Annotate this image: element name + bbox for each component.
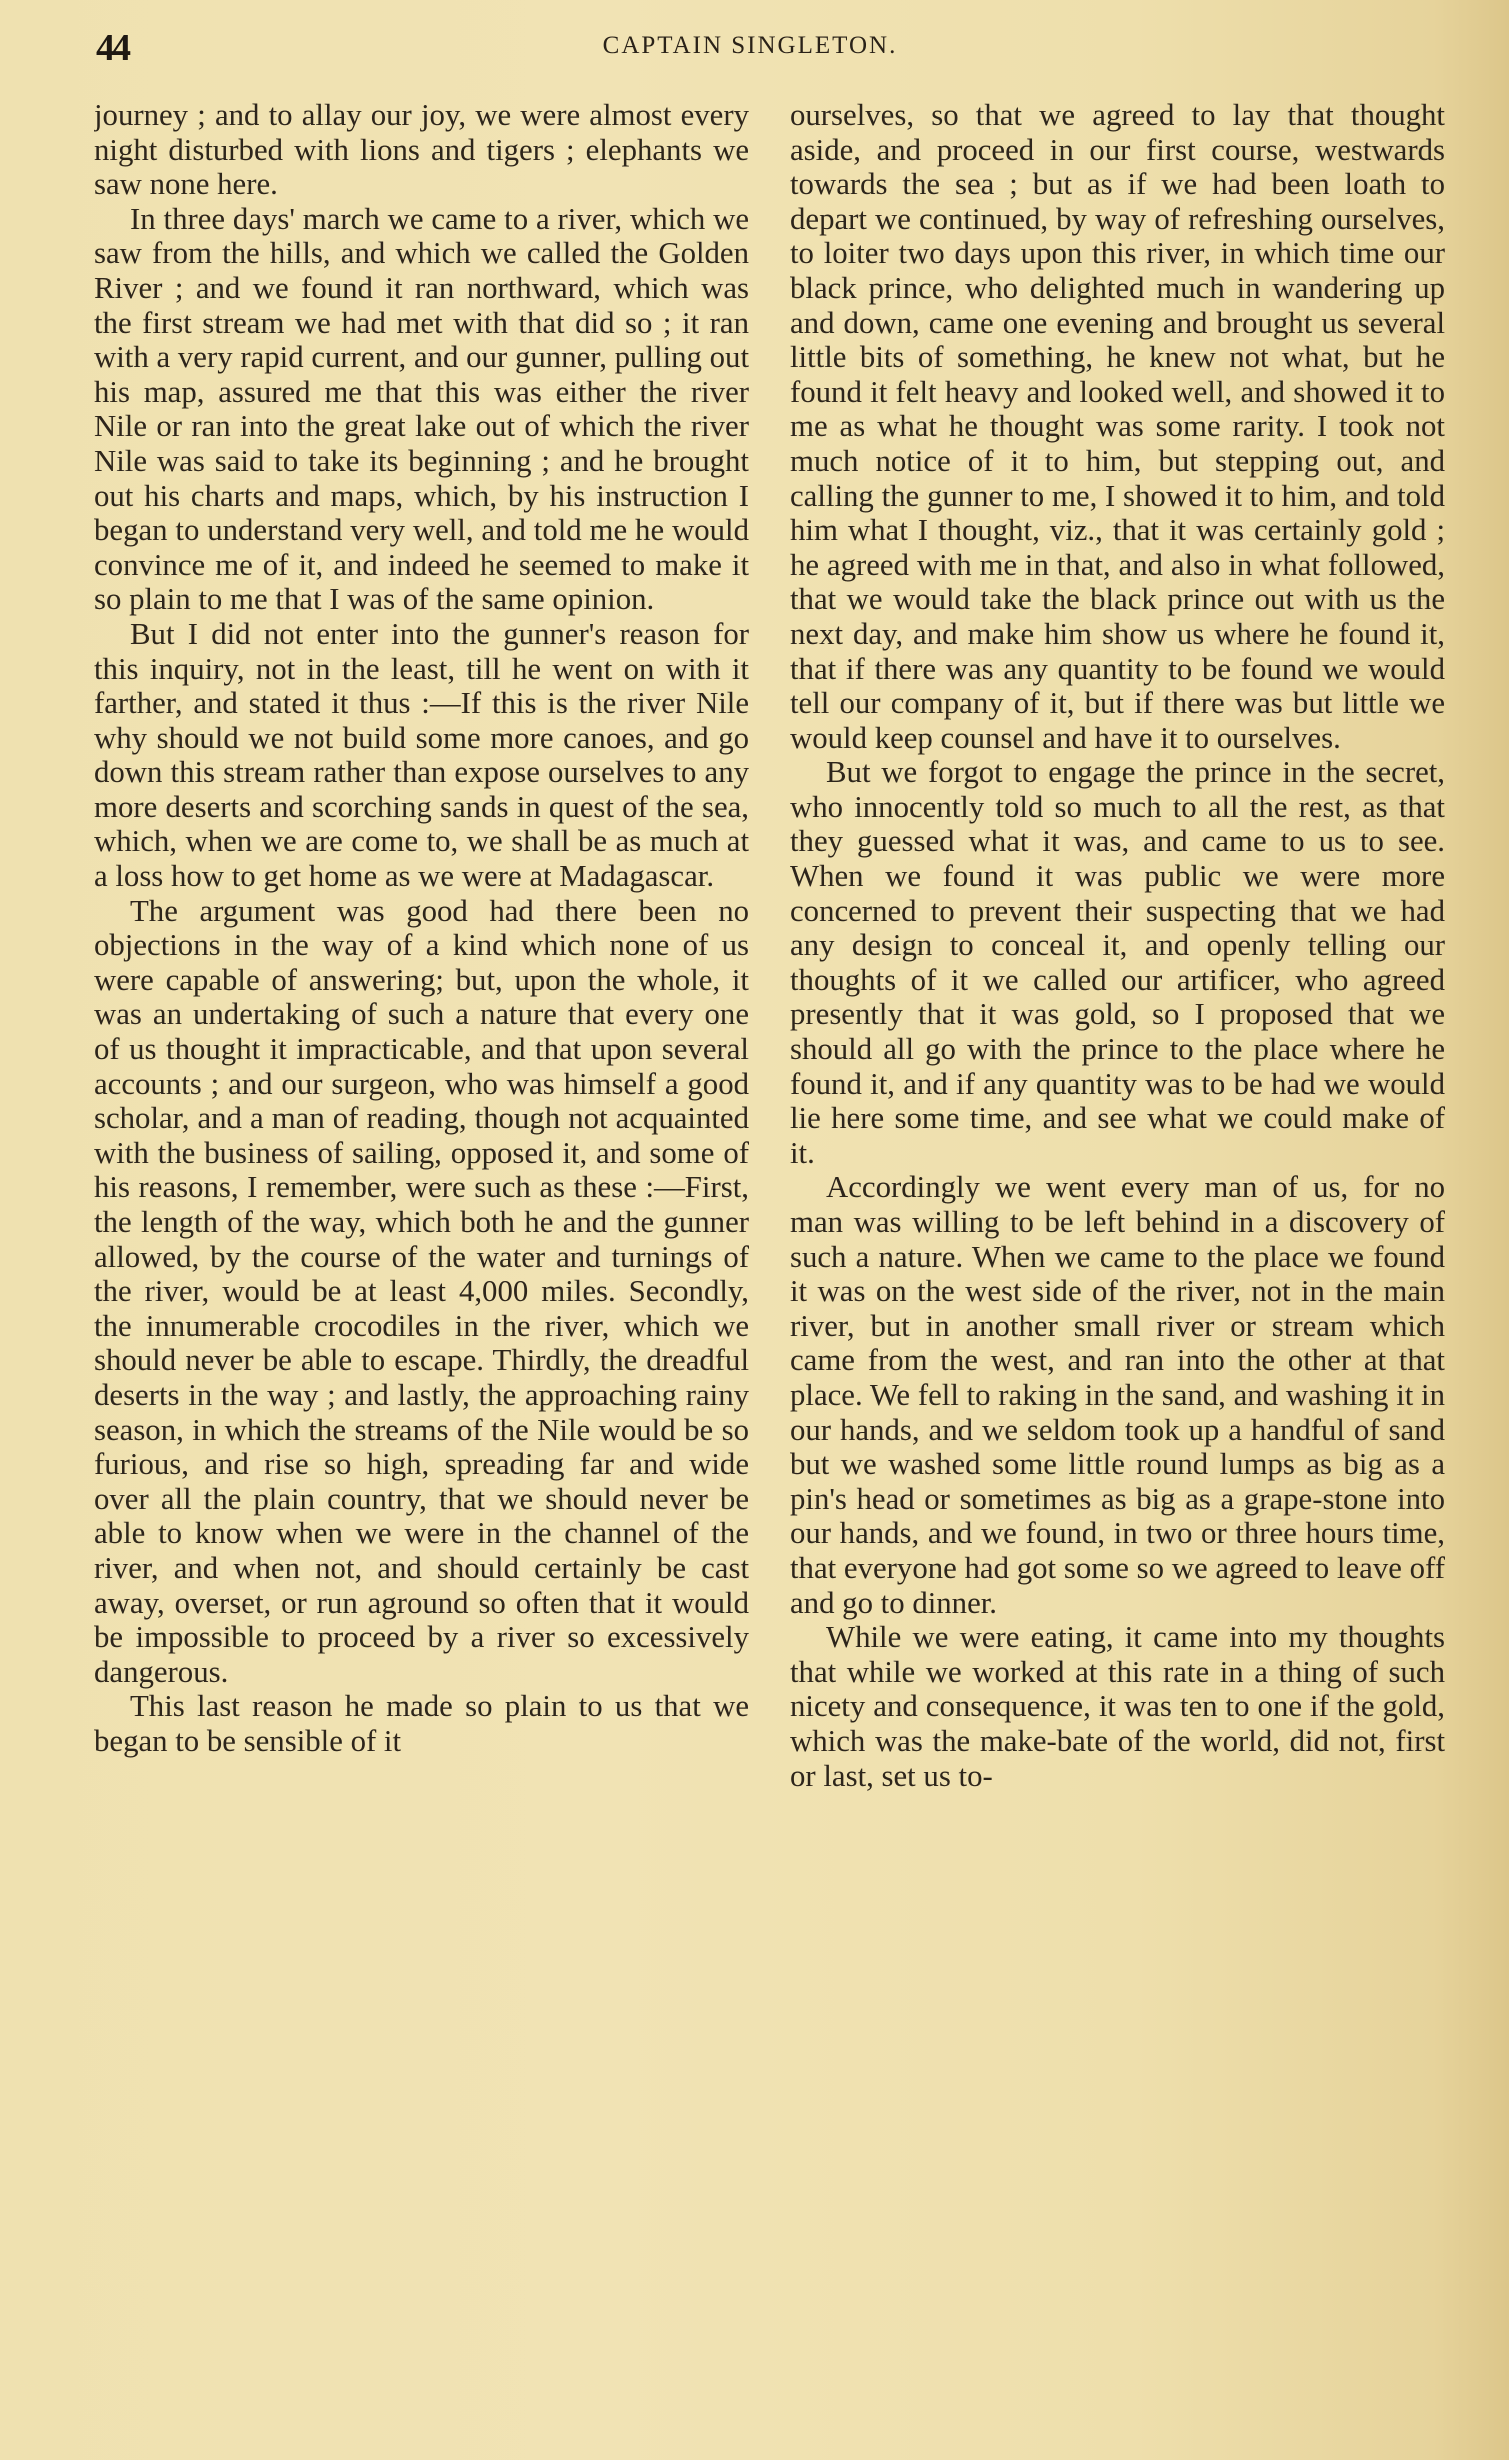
page-header — [0, 22, 1509, 72]
page-number: 44 — [96, 27, 128, 69]
paragraph: But we forgot to engage the prince in the secret, who innocently told so much to all the rest, as that they guessed what it was, and came to us to see. When we found it was public we were more concerned to prevent their suspecting that we had any design to conceal it, and openly telling our thoughts of it we called our artificer, who agreed presently that it was gold, so I proposed that we should all go with the prince to the place where he found it, and if any quantity was to be had we would lie here some time, and see what we could make of it. — [790, 755, 1445, 1170]
paragraph: While we were eating, it came into my thoughts that while we worked at this rate in a thing of such nicety and consequence, it was ten to one if the gold, which was the make-bate of the world, did not, first or last, set us to- — [790, 1620, 1445, 1793]
paragraph: This last reason he made so plain to us that we began to be sensible of it — [94, 1689, 749, 1758]
right-column — [790, 98, 1445, 2438]
paragraph: The argument was good had there been no objections in the way of a kind which none of us were capable of answering; but, upon the whole, it was an undertaking of such a nature that every one of us thought it impracticable, and that upon several accounts ; and our surgeon, who was himself a good scholar, and a man of reading, though not acquainted with the business of sailing, opposed it, and some of his reasons, I remember, were such as these :—First, the length of the way, which both he and the gunner allowed, by the course of the water and turnings of the river, would be at least 4,000 miles. Secondly, the innumerable crocodiles in the river, which we should never be able to escape. Thirdly, the dreadful deserts in the way ; and lastly, the approaching rainy season, in which the streams of the Nile would be so furious, and rise so high, spreading far and wide over all the plain country, that we should never be able to know when we were in the channel of the river, and when not, and should certainly be cast away, overset, or run aground so often that it would be impossible to proceed by a river so excessively dangerous. — [94, 893, 749, 1689]
paragraph: But I did not enter into the gunner's reason for this inquiry, not in the least, till he went on with it farther, and stated it thus :—If this is the river Nile why should we not build some more canoes, and go down this stream rather than expose ourselves to any more deserts and scorching sands in quest of the sea, which, when we are come to, we shall be as much at a loss how to get home as we were at Madagascar. — [94, 616, 749, 894]
paragraph: Accordingly we went every man of us, for no man was willing to be left behind in a discovery of such a nature. When we came to the place we found it was on the west side of the river, not in the main river, but in another small river or stream which came from the west, and ran into the other at that place. We fell to raking in the sand, and washing it in our hands, and we seldom took up a handful of sand but we washed some little round lumps as big as a pin's head or sometimes as big as a grape-stone into our hands, and we found, in two or three hours time, that everyone had got some so we agreed to leave off and go to dinner. — [790, 1170, 1445, 1620]
paragraph-continued: ourselves, so that we agreed to lay that thought aside, and proceed in our first course, westwards towards the sea ; but as if we had been loath to depart we continued, by way of refreshing ourselves, to loiter two days upon this river, in which time our black prince, who delighted much in wandering up and down, came one evening and brought us several little bits of something, he knew not what, but he found it felt heavy and looked well, and showed it to me as what he thought was some rarity. I took not much notice of it to him, but stepping out, and calling the gunner to me, I showed it to him, and told him what I thought, viz., that it was certainly gold ; he agreed with me in that, and also in what followed, that we would take the black prince out with us the next day, and make him show us where he found it, that if there was any quantity to be found we would tell our company of it, but if there was but little we would keep counsel and have it to ourselves. — [790, 98, 1445, 755]
running-title: CAPTAIN SINGLETON. — [602, 32, 898, 59]
left-column — [94, 98, 749, 2438]
paragraph-continued: journey ; and to allay our joy, we were almost every night disturbed with lions and tigers ; elephants we saw none here. — [94, 98, 749, 202]
paragraph: In three days' march we came to a river, which we saw from the hills, and which we called the Golden River ; and we found it ran northward, which was the first stream we had met with that did so ; it ran with a very rapid current, and our gunner, pulling out his map, assured me that this was either the river Nile or ran into the great lake out of which the river Nile was said to take its beginning ; and he brought out his charts and maps, which, by his instruction I began to understand very well, and told me he would convince me of it, and indeed he seemed to make it so plain to me that I was of the same opinion. — [94, 201, 749, 617]
